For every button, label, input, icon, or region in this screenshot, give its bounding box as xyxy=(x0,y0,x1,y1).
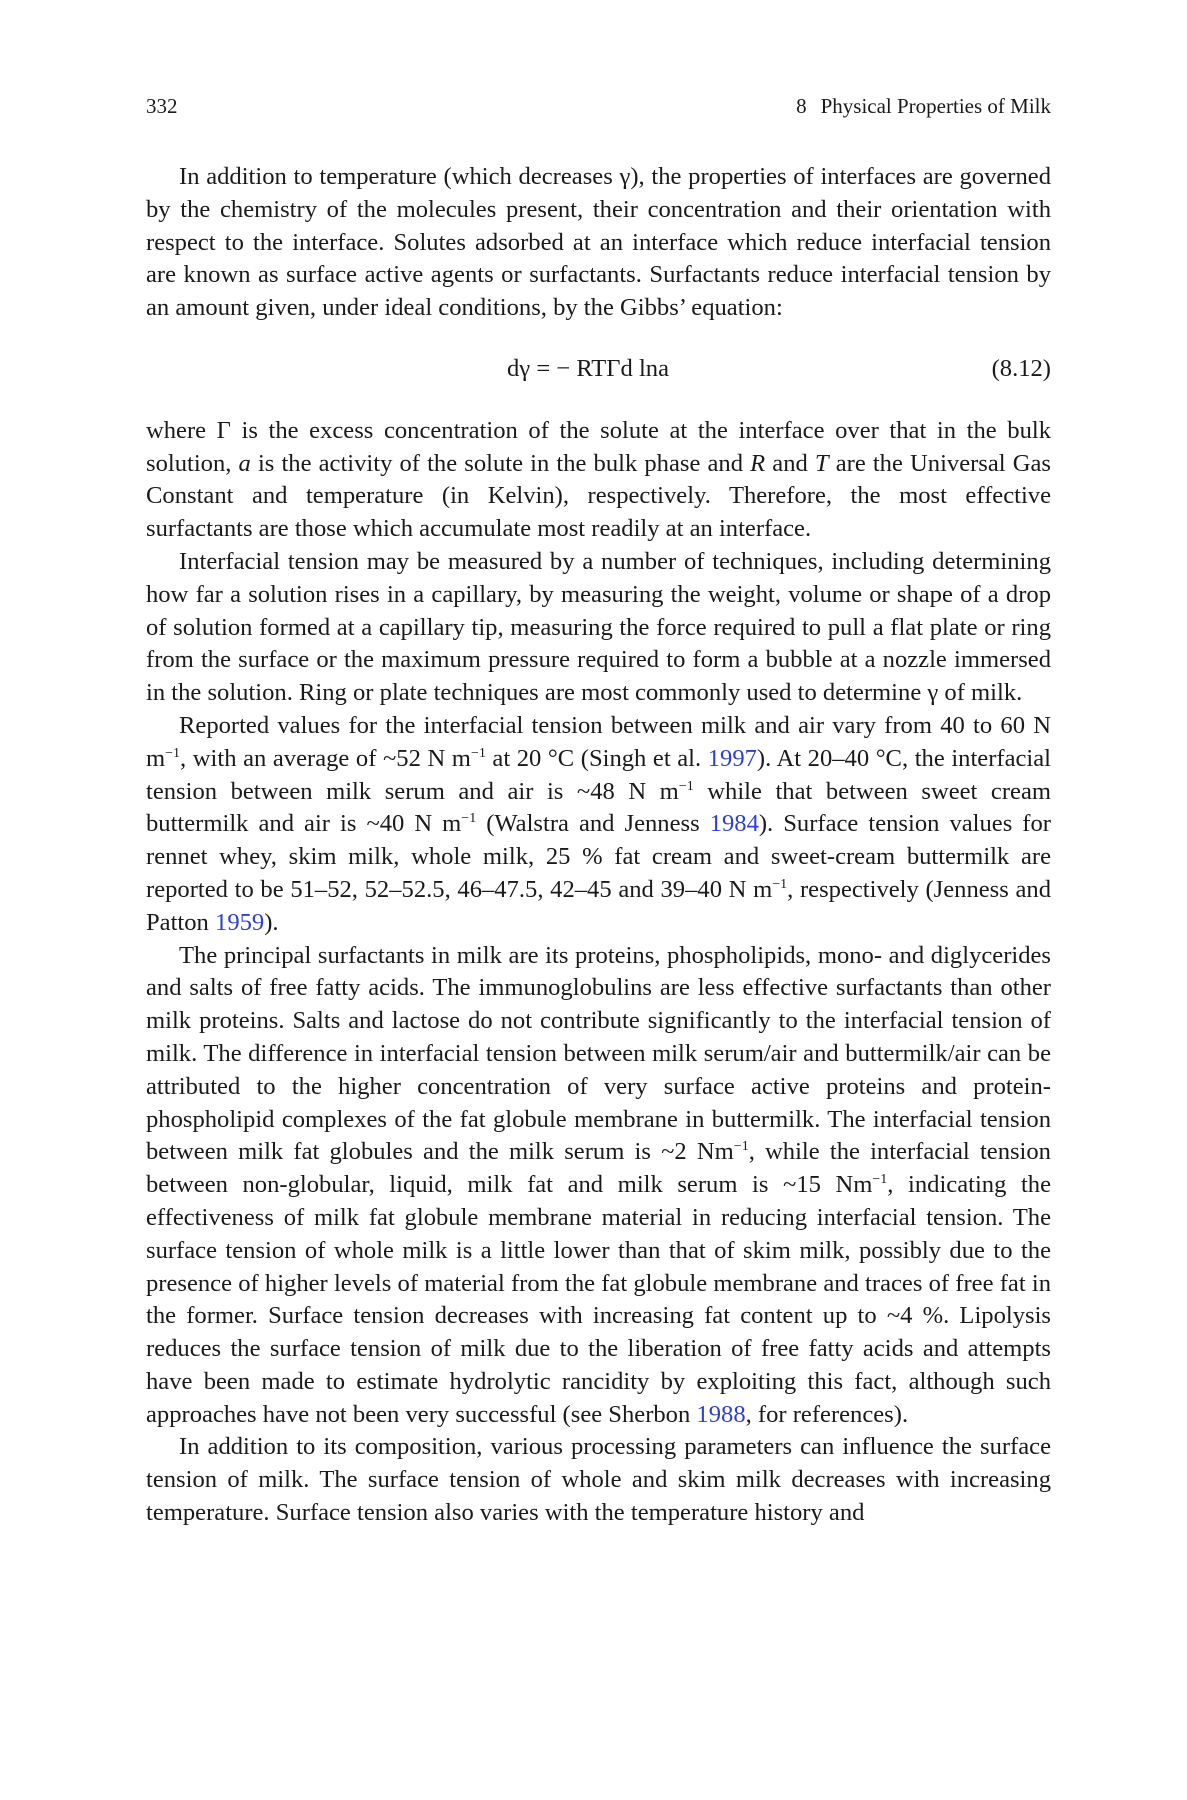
paragraph xyxy=(146,161,1051,325)
text-run: (Walstra and Jenness xyxy=(476,810,710,838)
running-header xyxy=(146,94,1051,119)
page-number: 332 xyxy=(146,94,178,118)
body-text xyxy=(146,161,1051,1530)
paragraph xyxy=(146,1431,1051,1529)
paragraph xyxy=(146,940,1051,1432)
text-run: , respectively (Jenness and Patton xyxy=(146,875,1051,936)
text-run: In addition to temperature (which decreases γ), the properties of interfaces are governed by the chemistry of the molecules present, their concentration and their orientation with respect to the interface. Solutes adsorbed at an interface which reduce interfacial tension are known as surface active agents or surfactants. Surfactants reduce interfacial tension by an amount given, under ideal conditions, by the Gibbs’ equation: xyxy=(146,163,1051,322)
citation-link[interactable]: 1959 xyxy=(215,908,265,936)
superscript: −1 xyxy=(461,811,477,827)
text-run: and xyxy=(765,449,815,477)
chapter-title: Physical Properties of Milk xyxy=(820,94,1051,118)
text-run: ). xyxy=(264,908,279,936)
text-run: ). At 20–40 °C, the interfacial tension between milk serum and air is ~48 N m xyxy=(146,744,1051,805)
text-run: where Γ is the excess concentration of the solute at the interface over that in the bulk solution, xyxy=(146,416,1051,477)
paragraph xyxy=(146,710,1051,940)
equation-8-12 xyxy=(146,353,1051,386)
text-run: ). Surface tension values for rennet whey, skim milk, whole milk, 25 % fat cream and sweet-cream buttermilk are reported to be 51–52, 52–52.5, 46–47.5, 42–45 and 39–40 N m xyxy=(146,810,1051,903)
text-run: Interfacial tension may be measured by a number of techniques, including determining how far a solution rises in a capillary, by measuring the weight, volume or shape of a drop of solution formed at a capillary tip, measuring the force required to pull a flat plate or ring from the surface or the maximum pressure required to form a bubble at a nozzle immersed in the solution. Ring or plate techniques are most commonly used to determine γ of milk. xyxy=(146,547,1051,707)
text-run: Reported values for the interfacial tension between milk and air vary from 40 to 60 N m xyxy=(146,711,1051,772)
italic-symbol: T xyxy=(814,449,829,477)
text-run: are the Universal Gas Constant and temperature (in Kelvin), respectively. Therefore, the most effective surfactants are those which accumulate most readily at an interface. xyxy=(146,449,1051,543)
equation-formula: dγ = − RTΓd lna xyxy=(507,354,670,382)
chapter-number: 8 xyxy=(796,94,807,118)
italic-symbol: a xyxy=(238,449,251,477)
superscript: −1 xyxy=(772,876,788,892)
text-run: while that between sweet cream buttermilk and air is ~40 N m xyxy=(146,777,1052,838)
citation-link[interactable]: 1984 xyxy=(709,810,759,838)
text-run: is the activity of the solute in the bulk phase and xyxy=(250,449,751,477)
paragraph xyxy=(146,415,1051,546)
text-run: , while the interfacial tension between non-globular, liquid, milk fat and milk serum is ~15 Nm xyxy=(146,1138,1051,1199)
chapter-heading xyxy=(782,94,1051,119)
superscript: −1 xyxy=(733,1139,749,1155)
superscript: −1 xyxy=(678,778,694,794)
text-run: , with an average of ~52 N m xyxy=(180,744,471,772)
superscript: −1 xyxy=(470,745,486,761)
superscript: −1 xyxy=(872,1172,888,1188)
text-run: The principal surfactants in milk are its proteins, phospholipids, mono- and diglycerides and salts of free fatty acids. The immunoglobulins are less effective surfactants than other milk proteins. Salts and lactose do not contribute significantly to the interfacial tension of milk. The difference in interfacial tension between milk serum/air and buttermilk/air can be attributed to the higher concentration of very surface active proteins and protein-phospholipid complexes of the fat globule membrane in buttermilk. The interfacial tension between milk fat globules and the milk serum is ~2 Nm xyxy=(146,941,1051,1166)
text-run: at 20 °C (Singh et al. xyxy=(485,744,708,772)
citation-link[interactable]: 1988 xyxy=(696,1400,746,1428)
superscript: −1 xyxy=(165,745,181,761)
equation-number: (8.12) xyxy=(991,354,1051,382)
text-run: , for references). xyxy=(745,1400,909,1428)
citation-link[interactable]: 1997 xyxy=(707,744,757,772)
paragraph xyxy=(146,546,1051,710)
text-run: , indicating the effectiveness of milk fat globule membrane material in reducing interfacial tension. The surface tension of whole milk is a little lower than that of skim milk, possibly due to the presence of higher levels of material from the fat globule membrane and traces of free fat in the former. Surface tension decreases with increasing fat content up to ~4 %. Lipolysis reduces the surface tension of milk due to the liberation of free fatty acids and attempts have been made to estimate hydrolytic rancidity by exploiting this fact, although such approaches have not been very successful (see Sherbon xyxy=(146,1171,1051,1428)
text-run: In addition to its composition, various processing parameters can influence the surface tension of milk. The surface tension of whole and skim milk decreases with increasing temperature. Surface tension also varies with the temperature history and xyxy=(146,1433,1051,1527)
italic-symbol: R xyxy=(750,449,766,477)
